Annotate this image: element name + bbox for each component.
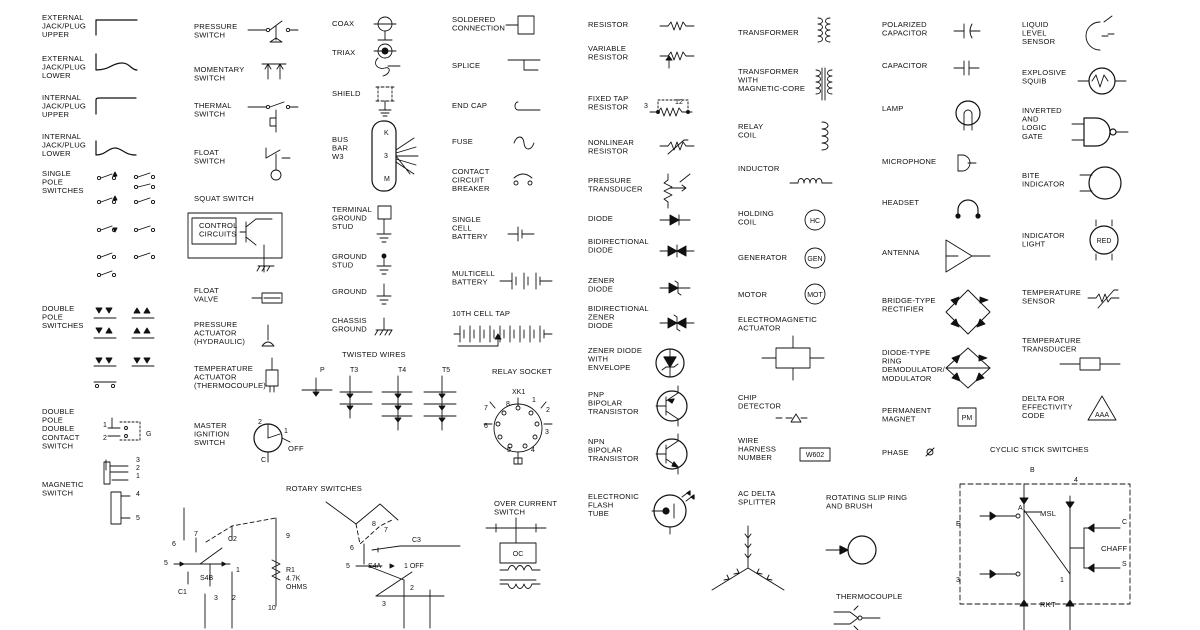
symbol-number: 3 xyxy=(545,429,549,436)
symbol-number: 6 xyxy=(172,541,176,548)
symbol-number: C xyxy=(261,457,267,464)
symbol-label: COAX xyxy=(332,19,355,28)
symbol-label: CONTROL CIRCUITS xyxy=(199,221,238,239)
symbol-number: C3 xyxy=(412,537,421,544)
symbol-label: RELAY COIL xyxy=(738,122,764,140)
symbol-label: PRESSURE TRANSDUCER xyxy=(588,176,643,194)
symbol-number: 7 xyxy=(484,405,488,412)
symbol-label: CHIP DETECTOR xyxy=(738,393,782,411)
phase-icon: ⌀ xyxy=(930,450,935,457)
symbol-number: T3 xyxy=(350,367,359,374)
symbol-label: CYCLIC STICK SWITCHES xyxy=(990,445,1089,454)
symbol-label: PERMANENT MAGNET xyxy=(882,406,932,424)
symbol-label: LIQUID LEVEL SENSOR xyxy=(1022,20,1056,47)
symbol-label: EXPLOSIVE SQUIB xyxy=(1022,68,1067,86)
symbol-label: SQUAT SWITCH xyxy=(194,194,254,203)
symbol-label: MOTOR xyxy=(738,290,768,299)
symbol-number: 1 xyxy=(1060,577,1064,584)
symbol-box-label: OC xyxy=(512,551,524,558)
symbol-label: NPN BIPOLAR TRANSISTOR xyxy=(588,437,639,464)
symbol-number: B xyxy=(1030,467,1035,474)
symbol-number: 3 xyxy=(956,577,960,584)
symbol-label: ROTATING SLIP RING AND BRUSH xyxy=(826,493,908,511)
symbol-number: 5 xyxy=(346,563,350,570)
symbol-label: CHASSIS GROUND xyxy=(332,316,367,334)
symbol-label: INDUCTOR xyxy=(738,164,780,173)
symbol-label: INDICATOR LIGHT xyxy=(1022,231,1065,249)
symbol-number: G xyxy=(146,431,152,438)
symbol-label: PRESSURE SWITCH xyxy=(194,22,238,40)
symbol-label: PRESSURE ACTUATOR (HYDRAULIC) xyxy=(194,320,246,347)
symbol-label: PHASE xyxy=(882,448,909,457)
symbol-label: DELTA FOR EFFECTIVITY CODE xyxy=(1022,394,1073,421)
symbol-number: 3 xyxy=(382,601,386,608)
symbol-number: C1 xyxy=(178,589,187,596)
symbol-number: 10 xyxy=(268,605,276,612)
symbol-number: T5 xyxy=(442,367,451,374)
symbol-label: ELECTRONIC FLASH TUBE xyxy=(588,492,639,519)
symbol-label: POLARIZED CAPACITOR xyxy=(882,20,928,38)
symbol-label: RESISTOR xyxy=(588,20,629,29)
symbol-label: INTERNAL JACK/PLUG LOWER xyxy=(42,132,86,159)
symbol-label: INVERTED AND LOGIC GATE xyxy=(1022,106,1062,141)
symbol-number: 3 xyxy=(136,457,140,464)
symbol-label: BIDIRECTIONAL DIODE xyxy=(588,237,649,255)
symbol-number: K xyxy=(384,130,389,137)
symbol-label: FIXED TAP RESISTOR xyxy=(588,94,629,112)
symbol-label: HOLDING COIL xyxy=(738,209,774,227)
symbol-number: 2 xyxy=(410,585,414,592)
symbol-number: 5 xyxy=(136,515,140,522)
symbol-label: HEADSET xyxy=(882,198,920,207)
symbol-number: 7 xyxy=(194,531,198,538)
symbol-label: EXTERNAL JACK/PLUG LOWER xyxy=(42,54,86,81)
symbol-number: 4 xyxy=(136,491,140,498)
symbol-label: SINGLE CELL BATTERY xyxy=(452,215,488,242)
symbol-label: ZENER DIODE WITH ENVELOPE xyxy=(588,346,643,373)
symbol-number: 5 xyxy=(507,447,511,454)
symbol-label: BRIDGE-TYPE RECTIFIER xyxy=(882,296,936,314)
symbol-number: 4 xyxy=(531,447,535,454)
symbol-label: MULTICELL BATTERY xyxy=(452,269,496,287)
symbol-number: 7 xyxy=(384,527,388,534)
symbol-label: DIODE-TYPE RING DEMODULATOR/ MODULATOR xyxy=(882,348,945,383)
symbol-label: BUS BAR W3 xyxy=(332,135,349,162)
symbol-number: 4 xyxy=(1074,477,1078,484)
symbol-label: OFF xyxy=(288,444,304,453)
symbol-label: SPLICE xyxy=(452,61,481,70)
symbol-number: XK1 xyxy=(512,389,526,396)
symbol-number: P xyxy=(320,367,325,374)
symbol-label: FLOAT VALVE xyxy=(194,286,219,304)
symbol-label: TWISTED WIRES xyxy=(342,350,406,359)
symbol-label: BIDIRECTIONAL ZENER DIODE xyxy=(588,304,649,331)
symbol-label: GENERATOR xyxy=(738,253,788,262)
symbol-label: TERMINAL GROUND STUD xyxy=(332,205,372,232)
symbol-number: M xyxy=(384,176,390,183)
symbol-number: S xyxy=(1122,561,1127,568)
symbol-label: BITE INDICATOR xyxy=(1022,171,1065,189)
symbol-number: 3 xyxy=(644,103,648,110)
symbol-box-label: HC xyxy=(809,218,821,225)
symbol-number: R1 4.7K OHMS xyxy=(286,567,307,592)
symbol-label: MAGNETIC SWITCH xyxy=(42,480,84,498)
symbol-label: SINGLE POLE SWITCHES xyxy=(42,169,84,196)
symbol-label: ZENER DIODE xyxy=(588,276,615,294)
symbol-label: CAPACITOR xyxy=(882,61,928,70)
symbol-number: 8 xyxy=(372,521,376,528)
symbol-label: MASTER IGNITION SWITCH xyxy=(194,421,230,448)
symbol-label: TRANSFORMER WITH MAGNETIC-CORE xyxy=(738,67,806,94)
symbol-label: MOMENTARY SWITCH xyxy=(194,65,245,83)
symbol-number: C2 xyxy=(228,536,237,543)
symbol-label: ROTARY SWITCHES xyxy=(286,484,362,493)
symbol-number: 2 xyxy=(679,99,683,106)
symbol-number: 6 xyxy=(350,545,354,552)
symbol-box-label: MOT xyxy=(807,292,823,299)
symbol-label: GROUND STUD xyxy=(332,252,367,270)
symbol-label: TEMPERATURE ACTUATOR (THERMOCOUPLE) xyxy=(194,364,266,391)
symbol-label: MICROPHONE xyxy=(882,157,937,166)
symbol-label: LAMP xyxy=(882,104,904,113)
symbol-label: PNP BIPOLAR TRANSISTOR xyxy=(588,390,639,417)
symbol-number: 5 xyxy=(164,560,168,567)
symbol-number: 3 xyxy=(384,153,388,160)
symbol-box-label: AAA xyxy=(1094,412,1110,419)
symbol-label: MSL xyxy=(1040,509,1057,518)
symbol-number: 8 xyxy=(506,401,510,408)
symbol-number: 1 xyxy=(675,99,679,106)
symbol-label: 10TH CELL TAP xyxy=(452,309,511,318)
symbol-number: 1 xyxy=(136,473,140,480)
symbol-label: GROUND xyxy=(332,287,367,296)
symbol-label: VARIABLE RESISTOR xyxy=(588,44,629,62)
symbol-label: DIODE xyxy=(588,214,614,223)
symbol-number: S4A xyxy=(368,563,382,570)
symbol-label: FUSE xyxy=(452,137,474,146)
symbol-label: CHAFF xyxy=(1101,544,1128,553)
symbol-label: TEMPERATURE SENSOR xyxy=(1022,288,1082,306)
symbol-label: EXTERNAL JACK/PLUG UPPER xyxy=(42,13,86,40)
symbol-label: TEMPERATURE TRANSDUCER xyxy=(1022,336,1082,354)
symbol-number: 2 xyxy=(546,407,550,414)
symbol-label: THERMAL SWITCH xyxy=(194,101,232,119)
symbol-label: END CAP xyxy=(452,101,488,110)
symbol-label: SHIELD xyxy=(332,89,361,98)
symbol-number: 1 OFF xyxy=(404,563,424,570)
symbol-label: INTERNAL JACK/PLUG UPPER xyxy=(42,93,86,120)
symbol-number: A xyxy=(1018,505,1023,512)
symbol-number: T4 xyxy=(398,367,407,374)
symbol-number: 2 xyxy=(232,595,236,602)
symbol-label: DOUBLE POLE SWITCHES xyxy=(42,304,84,331)
symbol-label: DOUBLE POLE DOUBLE CONTACT SWITCH xyxy=(42,407,80,451)
symbol-number: 1 xyxy=(284,428,288,435)
symbol-number: C xyxy=(1122,519,1128,526)
symbol-label: CONTACT CIRCUIT BREAKER xyxy=(452,167,490,194)
symbol-label: THERMOCOUPLE xyxy=(836,592,903,601)
symbol-number: 2 xyxy=(103,435,107,442)
symbol-label: AC DELTA SPLITTER xyxy=(738,489,776,507)
phase-icon: V1 xyxy=(667,155,676,162)
symbol-label: TRIAX xyxy=(332,48,356,57)
symbol-label: SOLDERED CONNECTION xyxy=(452,15,506,33)
symbol-number: 9 xyxy=(286,533,290,540)
symbol-number: 3 xyxy=(214,595,218,602)
symbol-label: OVER CURRENT SWITCH xyxy=(494,499,558,517)
symbol-number: 1 xyxy=(103,422,107,429)
symbol-number: 2 xyxy=(136,465,140,472)
symbol-box-label: GEN xyxy=(807,256,823,263)
symbol-box-label: W602 xyxy=(805,452,825,459)
symbol-label: FLOAT SWITCH xyxy=(194,148,226,166)
symbol-label: WIRE HARNESS NUMBER xyxy=(738,436,777,463)
symbol-box-label: RED xyxy=(1096,238,1112,245)
symbol-label: RKT xyxy=(1040,600,1056,609)
symbol-number: E xyxy=(956,521,961,528)
symbol-number: 1 xyxy=(532,397,536,404)
symbol-number: 1 xyxy=(236,567,240,574)
symbol-label: RELAY SOCKET xyxy=(492,367,552,376)
symbol-number: 6 xyxy=(484,423,488,430)
symbol-label: ELECTROMAGNETIC ACTUATOR xyxy=(738,315,817,333)
symbol-number: S4B xyxy=(200,575,214,582)
symbol-label: ANTENNA xyxy=(882,248,920,257)
symbol-label: TRANSFORMER xyxy=(738,28,799,37)
symbol-label: NONLINEAR RESISTOR xyxy=(588,138,635,156)
symbol-box-label: PM xyxy=(961,415,973,422)
symbol-number: 2 xyxy=(258,419,262,426)
